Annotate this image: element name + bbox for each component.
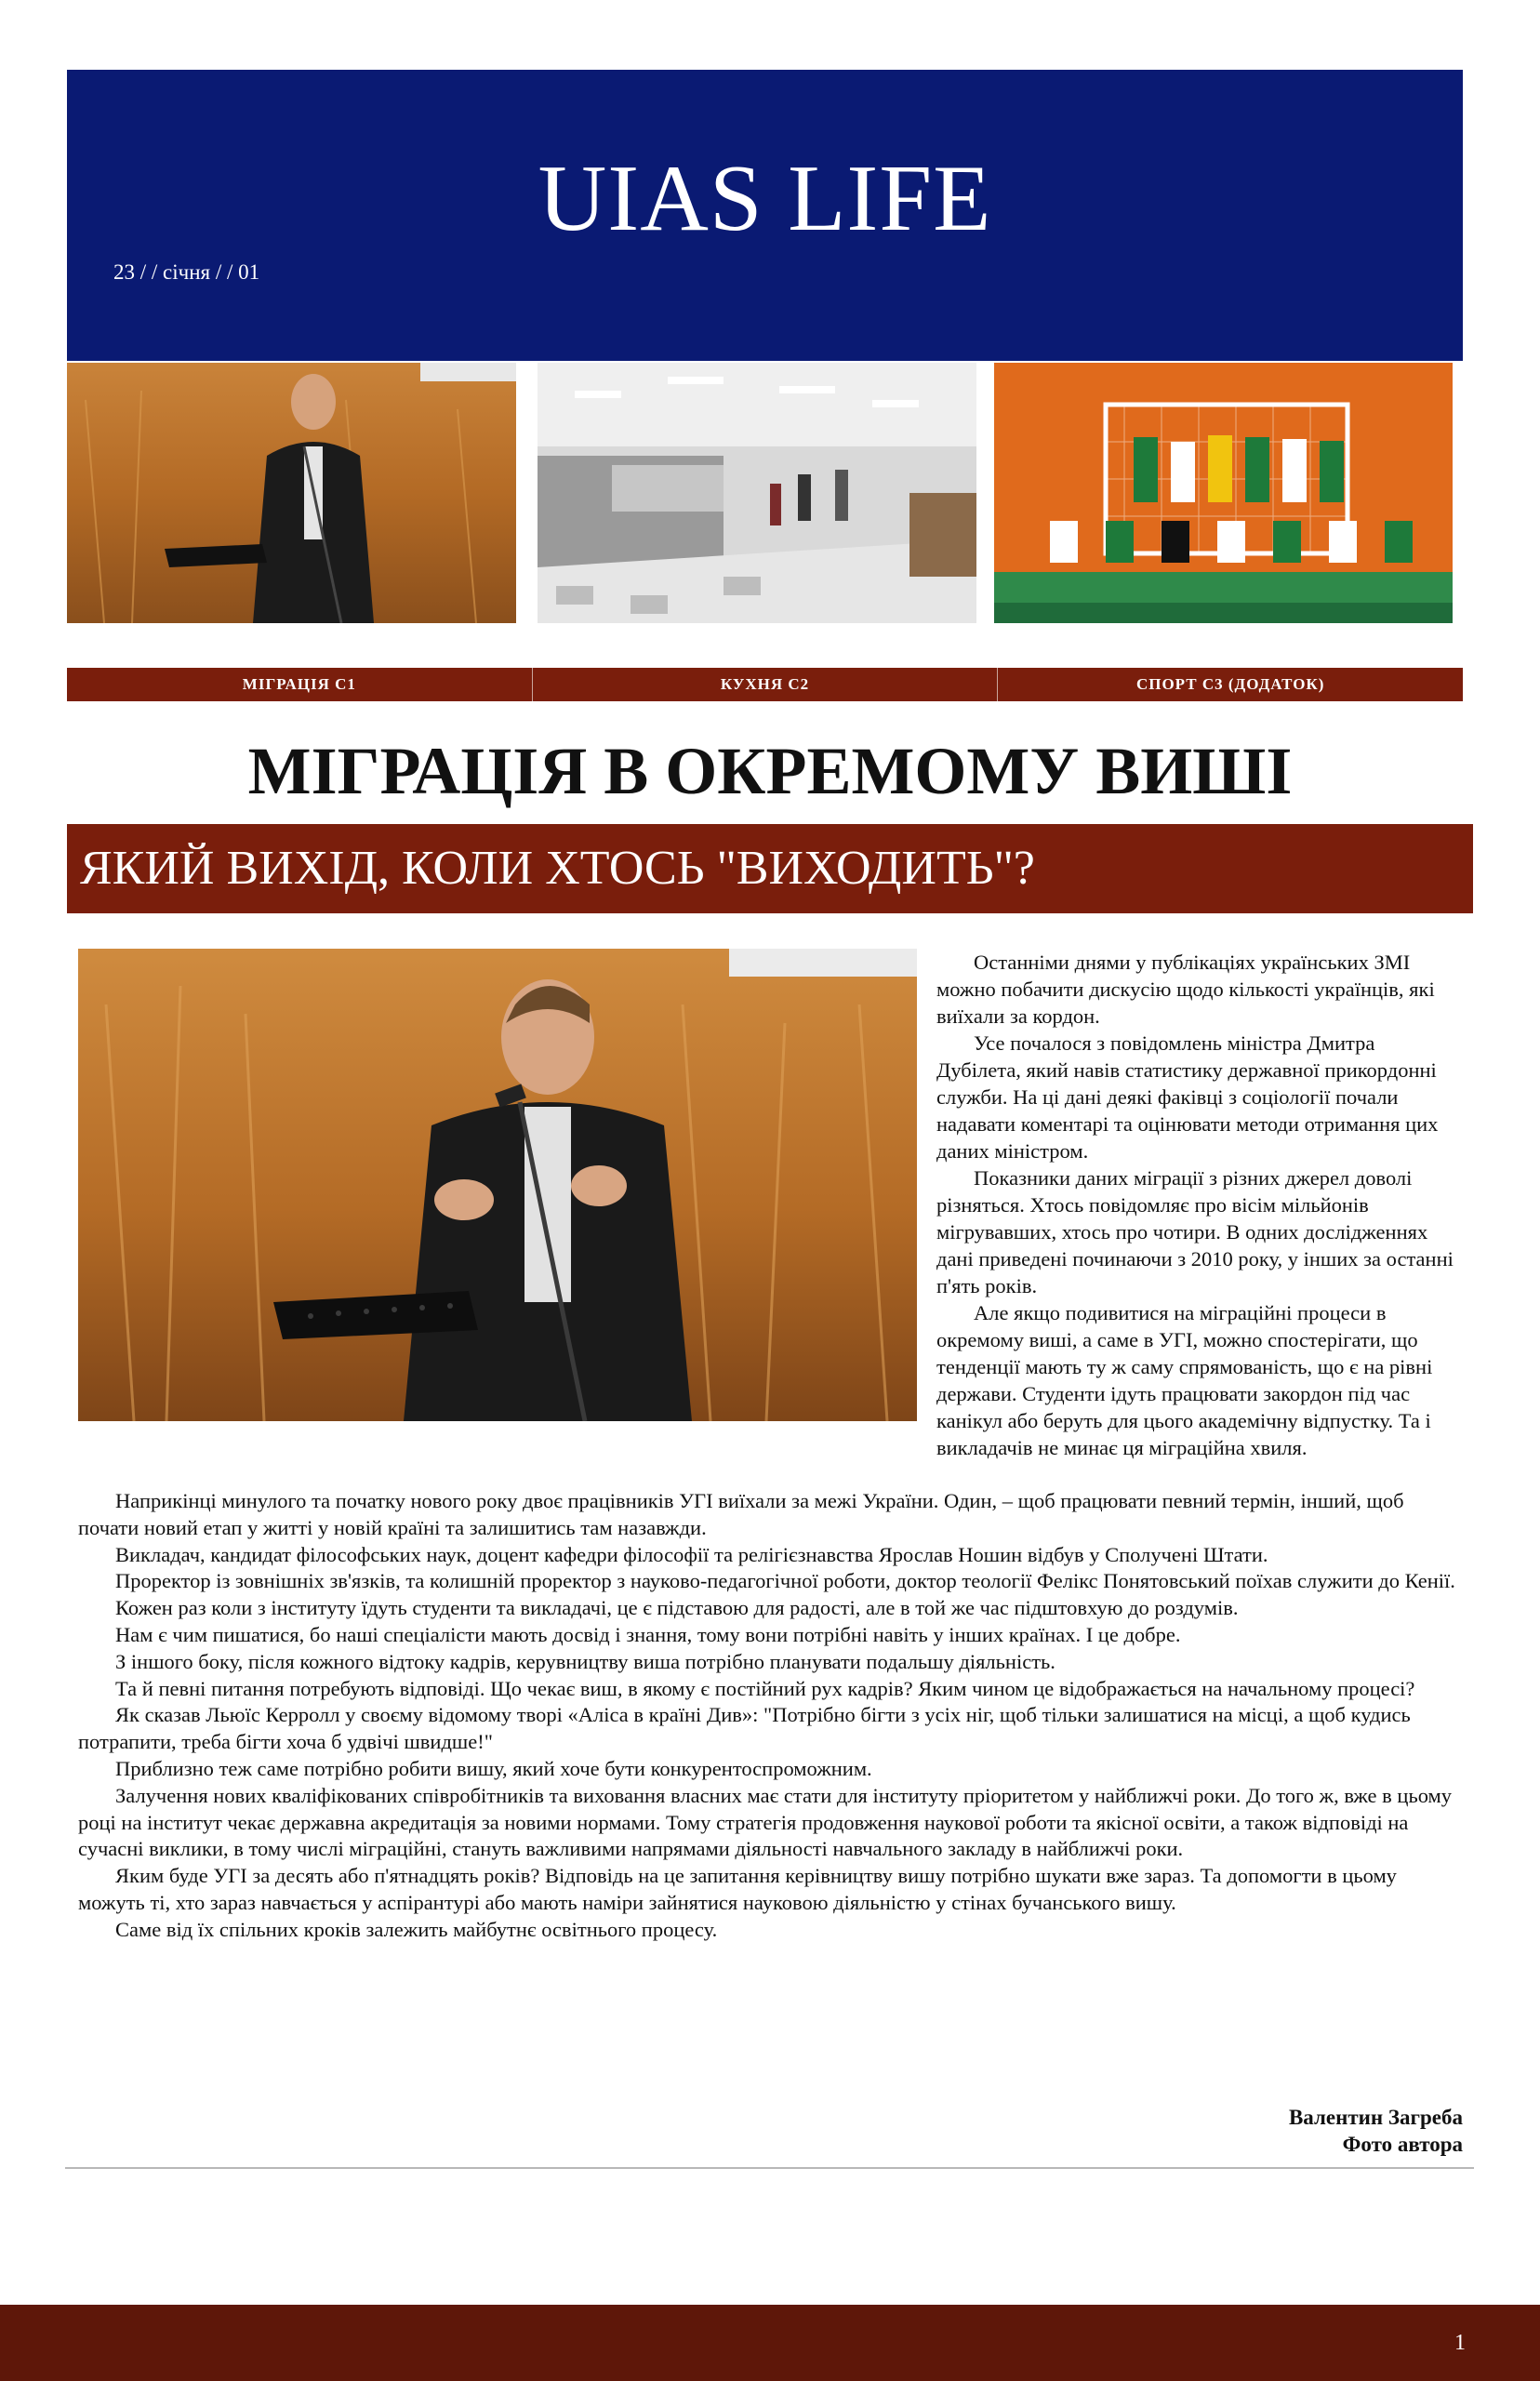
article-subheadline: ЯКИЙ ВИХІД, КОЛИ ХТОСЬ "ВИХОДИТЬ"? xyxy=(67,824,1473,913)
section-nav xyxy=(67,668,1463,701)
side-paragraph: Але якщо подивитися на міграційні процеси в окремому виші, а саме в УГІ, можно спостерігати, що тенденції мають ту ж саму спрямованість, що є на рівні держави. Студенти ідуть працювати закордон під час канікул або беруть для цього академічну відпустку. Та і викладачів не минає ця міграційна хвиля. xyxy=(936,1301,1433,1459)
page-footer xyxy=(0,2305,1540,2381)
body-paragraph: Яким буде УГІ за десять або п'ятнадцять років? Відповідь на це запитання керівництву вишу потрібно шукати вже зараз. Та допомогти в цьому можуть ті, хто зараз навчається у аспірантурі або мають наміри зайнятися науковою діяльністю у стінах бучанського вишу. xyxy=(78,1864,1397,1914)
body-paragraph: Як сказав Льюїс Керролл у своєму відомому творі «Аліса в країні Див»: "Потрібно бігти з усіх ніг, щоб тільки залишатися на місці, а щоб кудись потрапити, треба бігти хоча б удвічі швидше!" xyxy=(78,1703,1411,1754)
byline xyxy=(1289,2104,1463,2158)
section-kitchen[interactable]: КУХНЯ С2 xyxy=(532,668,998,701)
side-paragraph: Усе почалося з повідомлень міністра Дмитра Дубілета, який навів статистику державної прикордонні служби. На ці дані деякі факівці з соціології почали надавати коментарі та оцінювати методи отримання цих даних міністром. xyxy=(936,1031,1439,1163)
side-paragraph: Останніми днями у публікаціях українських ЗМІ можно побачити дискусію щодо кількості українців, які виїхали за кордон. xyxy=(936,951,1435,1028)
body-paragraph: Приблизно теж саме потрібно робити вишу, який хоче бути конкурентоспроможним. xyxy=(115,1756,872,1780)
newspaper-title: UIAS LIFE xyxy=(538,146,992,251)
body-paragraph: Викладач, кандидат філософських наук, доцент кафедри філософії та релігієзнавства Ярослав Ношин відбув у Сполучені Штати. xyxy=(115,1542,1268,1566)
masthead xyxy=(67,70,1463,361)
section-sport[interactable]: СПОРТ С3 (ДОДАТОК) xyxy=(997,668,1463,701)
photo-credit: Фото автора xyxy=(1342,2133,1463,2156)
body-paragraph: З іншого боку, після кожного відтоку кадрів, керувництву виша потрібно планувати подальшу діяльність. xyxy=(115,1649,1055,1673)
article-side-column xyxy=(936,949,1464,1461)
author-name: Валентин Загреба xyxy=(1288,2106,1463,2129)
page-number: 1 xyxy=(1454,2331,1466,2355)
issue-date: 23 / / січня / / 01 xyxy=(113,260,260,284)
body-paragraph: Проректор із зовнішніх зв'язків, та колишній проректор з науково-педагогічної роботи, доктор теології Фелікс Понятовський поїхав служити до Кенії. xyxy=(115,1569,1455,1593)
article-main-photo xyxy=(78,949,917,1421)
thumbnail-kitchen-photo[interactable] xyxy=(538,363,976,623)
thumbnail-speaker-photo[interactable] xyxy=(67,363,516,623)
body-paragraph: Саме від їх спільних кроків залежить майбутнє освітнього процесу. xyxy=(115,1917,718,1941)
divider xyxy=(65,2167,1474,2169)
article-headline: МІГРАЦІЯ В ОКРЕМОМУ ВИШІ xyxy=(247,734,1293,808)
body-paragraph: Нам є чим пишатися, бо наші спеціалісти мають досвід і знання, тому вони потрібні навіть у інших країнах. І це добре. xyxy=(115,1622,1181,1646)
thumbnail-football-team-photo[interactable] xyxy=(994,363,1453,623)
body-paragraph: Та й певні питання потребують відповіді. Що чекає виш, в якому є постійний рух кадрів? Яким чином це відображається на начальному процесі? xyxy=(115,1676,1415,1700)
article-body xyxy=(78,1488,1464,1944)
section-migration[interactable]: МІГРАЦІЯ С1 xyxy=(242,675,356,693)
side-paragraph: Показники даних міграції з різних джерел доволі різняться. Хтось повідомляє про вісім мільйонів мігрувавших, хтось про чотири. В одних дослідженнях дані приведені починаючи з 2010 року, у інших за останні п'ять років. xyxy=(936,1166,1454,1297)
body-paragraph: Залучення нових кваліфікованих співробітників та виховання власних має стати для інституту пріоритетом у найближчі роки. До того ж, вже в цьому році на інститут чекає державна акредитація за новими нормами. Тому стратегія продовження наукової роботи та якісної освіти, а також відповіді на сучасні виклики, в тому числі міграційні, стануть важливими напрямами діяльності навчального закладу в найближчі роки. xyxy=(78,1783,1453,1861)
body-paragraph: Наприкінці минулого та початку нового року двоє працівників УГІ виїхали за межі України. Один, – щоб працювати певний термін, інший, щоб почати новий етап у житті у новій країні та залишитись там назавжди. xyxy=(78,1489,1404,1539)
body-paragraph: Кожен раз коли з інституту їдуть студенти та викладачі, це є підставою для радості, але в той же час підштовхую до роздумів. xyxy=(115,1596,1239,1620)
